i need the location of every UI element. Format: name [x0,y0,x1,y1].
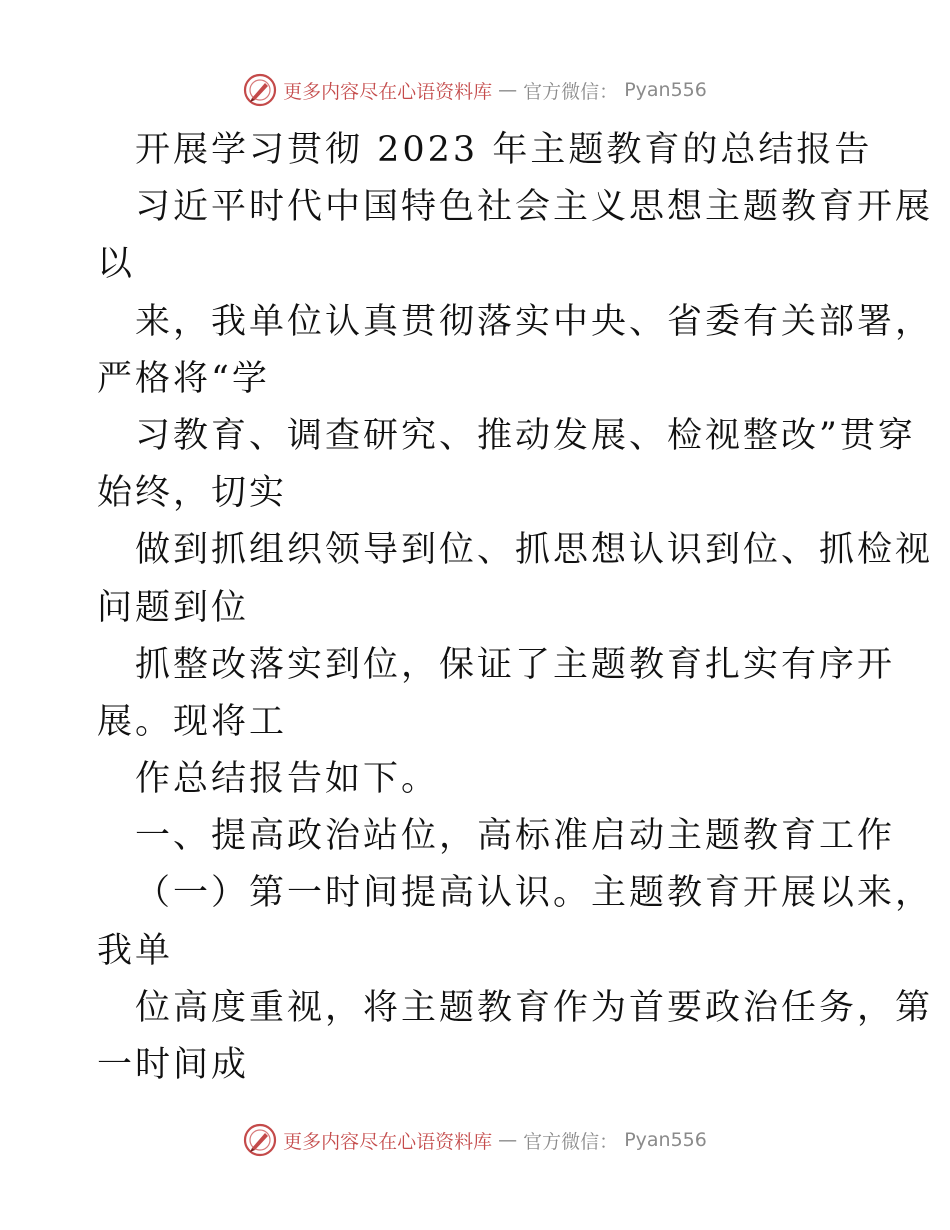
text-line: 作总结报告如下。 [135,759,440,800]
banner-right-label: 官方微信： [523,80,619,103]
text-line: （一）第一时间提高认识。主题教育开展以来， [135,873,934,914]
footer-banner [0,1120,950,1160]
text-line: 始终，切实 [97,473,288,514]
text-line: 展。现将工 [97,701,288,742]
text-line: 抓整改落实到位，保证了主题教育扎实有序开 [135,644,896,685]
header-banner [0,70,950,110]
footer-banner-inner [243,1123,707,1157]
text-line: 位高度重视，将主题教育作为首要政治任务，第 [135,987,934,1028]
banner-left-text: 更多内容尽在心语资料库 [283,80,493,103]
document-title: 开展学习贯彻 2023 年主题教育的总结报告 [135,130,873,170]
text-line: 习近平时代中国特色社会主义思想主题教育开展 [135,187,934,228]
document-body [97,122,934,1094]
pen-logo-icon [243,1123,277,1157]
text-line: 严格将“学 [97,358,270,399]
text-line: 一时间成 [97,1045,250,1085]
text-line: 做到抓组织领导到位、抓思想认识到位、抓检视 [135,530,934,571]
text-line: 问题到位 [97,587,250,628]
banner-left-text: 更多内容尽在心语资料库 [283,1130,493,1153]
header-banner-inner [243,73,707,107]
banner-right-label: 官方微信： [523,1130,619,1153]
banner-dash: — [498,79,518,101]
text-line: 一、提高政治站位，高标准启动主题教育工作 [135,816,896,857]
text-line: 来，我单位认真贯彻落实中央、省委有关部署， [135,301,934,342]
text-line: 以 [97,244,136,285]
banner-wechat-id: Pyan556 [624,1129,707,1151]
text-line: 习教育、调查研究、推动发展、检视整改”贯穿 [135,415,916,456]
text-line: 我单 [97,930,174,971]
pen-logo-icon [243,73,277,107]
banner-wechat-id: Pyan556 [624,79,707,101]
banner-dash: — [498,1129,518,1151]
